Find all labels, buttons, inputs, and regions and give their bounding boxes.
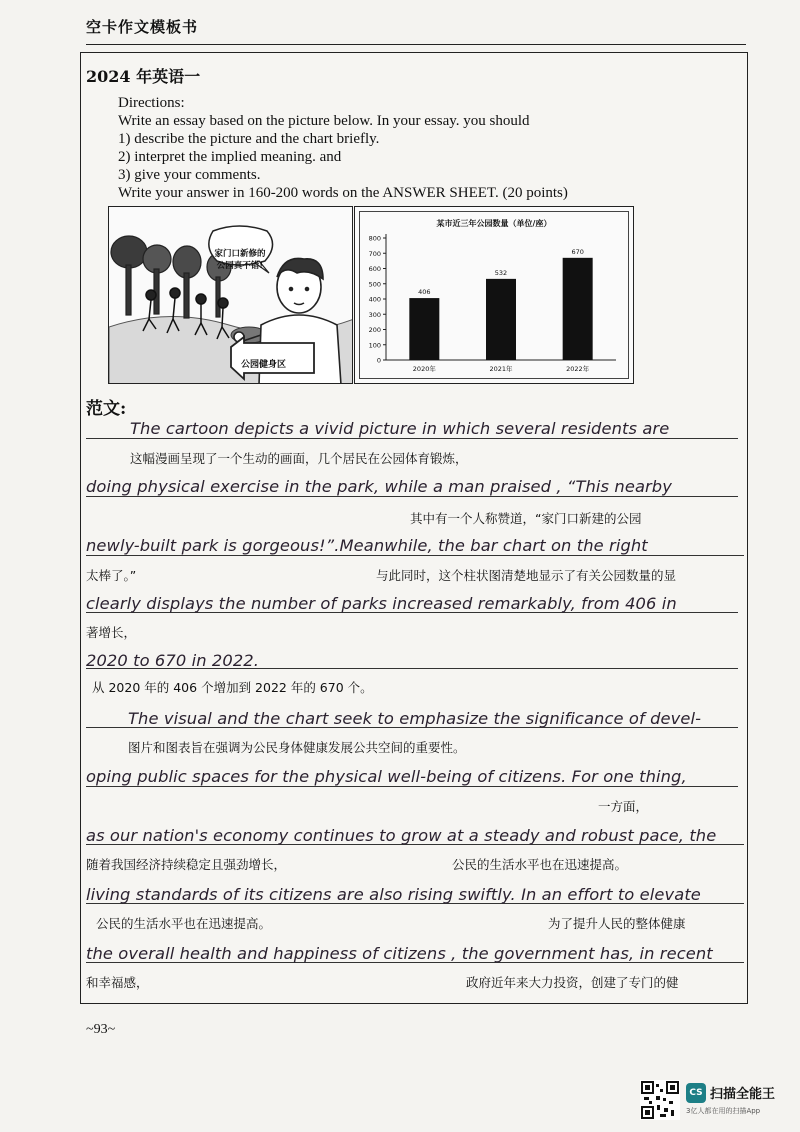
bar [409,298,439,360]
bar-chart [354,206,634,384]
translation-line: 图片和图表旨在强调为公民身体健康发展公共空间的重要性。 [128,740,466,755]
writing-line [86,786,738,787]
translation-line: 为了提升人民的整体健康 [548,916,686,931]
translation-line: 著增长， [86,625,137,640]
y-tick-label: 300 [368,310,381,319]
bar-value-label: 670 [571,247,584,256]
bar-value-label: 406 [418,288,431,297]
essay-line: doing physical exercise in the park, while a man praised , “This nearby [86,477,672,496]
cartoon-drawing [109,207,353,384]
essay-line: The cartoon depicts a vivid picture in which several residents are [130,419,670,438]
bar [563,258,593,360]
essay-line: living standards of its citizens are also rising swiftly. In an effort to elevate [86,885,701,904]
writing-line [86,496,738,497]
directions-line: Write your answer in 160-200 words on the ANSWER SHEET. (20 points) [118,185,568,201]
x-tick-label: 2020年 [412,365,436,373]
directions [118,94,718,202]
writing-line [86,555,744,556]
translation-line: 和幸福感， [86,975,149,990]
translation-line: 太棒了。” [86,568,137,583]
qr-code-icon [640,1080,680,1120]
y-tick-label: 800 [368,234,381,243]
y-tick-label: 700 [368,249,381,258]
directions-line: 2) interpret the implied meaning. and [118,149,342,165]
bar [486,279,516,360]
translation-line: 一方面， [598,799,649,814]
x-tick-label: 2021年 [489,365,513,373]
chart-svg [360,212,630,380]
y-tick-label: 0 [376,356,381,365]
cartoon-illustration [108,206,353,384]
translation-line: 随着我国经济持续稳定且强劲增长， [86,857,287,872]
sample-essay-label: 范文: [86,399,127,419]
page-number: ~93~ [86,1022,116,1037]
chart-title: 某市近三年公园数量（单位/座） [436,219,552,228]
essay-line: oping public spaces for the physical well-being of citizens. For one thing, [86,767,687,786]
bar-value-label: 532 [494,268,508,277]
park-sign-text: 公园健身区 [241,360,287,370]
essay-line: as our nation's economy continues to grow at a steady and robust pace, the [86,826,717,845]
translation-line: 从 2020 年的 406 个增加到 2022 年的 670 个。 [92,680,373,695]
chart-frame [359,211,629,379]
x-tick-label: 2022年 [566,365,590,373]
translation-line: 与此同时，这个柱状图清楚地显示了有关公园数量的显 [376,568,677,583]
translation-line: 这幅漫画呈现了一个生动的画面，几个居民在公园体育锻炼， [130,451,468,466]
exam-title: 2024 年英语一 [86,67,201,86]
y-tick-label: 600 [368,265,381,273]
writing-line [86,438,738,439]
translation-line: 政府近年来大力投资，创建了专门的健 [466,975,679,990]
translation-line: 公民的生活水平也在迅速提高。 [96,916,272,931]
directions-line: Write an essay based on the picture below. In your essay. you should [118,113,530,129]
book-title: 空卡作文模板书 [86,16,746,45]
translation-line: 其中有一个人称赞道，“家门口新建的公园 [410,511,642,526]
y-tick-label: 400 [368,295,381,304]
translation-line: 公民的生活水平也在迅速提高。 [452,857,628,872]
essay-line: the overall health and happiness of citizens , the government has, in recent [86,944,713,963]
speech-bubble-text: 家门口新修的公园真不错! [214,249,266,271]
essay-line: newly-built park is gorgeous!”.Meanwhile, the bar chart on the right [86,536,648,555]
camscanner-logo: CS [686,1083,706,1103]
y-tick-label: 200 [368,326,381,334]
essay-line: 2020 to 670 in 2022. [86,651,260,670]
camscanner-tagline: 3亿人都在用的扫描App [686,1107,761,1115]
essay-line: The visual and the chart seek to emphasize the significance of devel- [128,709,702,728]
y-tick-label: 500 [368,280,381,289]
camscanner-brand: 扫描全能王 [710,1087,776,1102]
directions-heading: Directions: [118,95,185,111]
directions-line: 3) give your comments. [118,167,261,183]
directions-line: 1) describe the picture and the chart briefly. [118,131,380,147]
essay-line: clearly displays the number of parks increased remarkably, from 406 in [86,594,677,613]
y-tick-label: 100 [368,341,381,350]
